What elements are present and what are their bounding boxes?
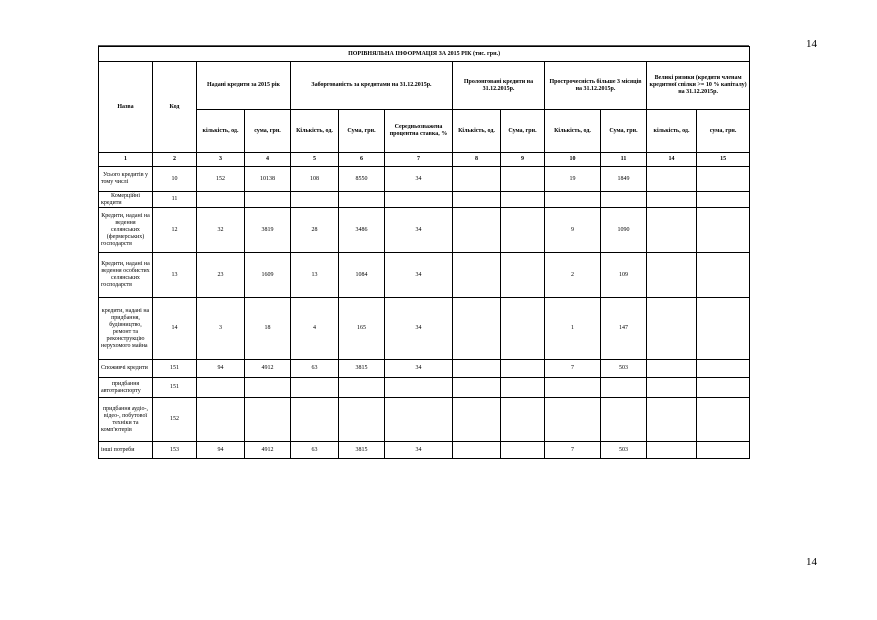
row-cell: 503 [601, 360, 647, 378]
table-row [99, 208, 750, 253]
row-cell: 4 [291, 298, 339, 360]
row-cell: 4912 [245, 442, 291, 459]
row-cell [453, 208, 501, 253]
row-cell [647, 398, 697, 442]
row-cell [647, 167, 697, 192]
header-overdue: Прострочесність більше 3 місяців на 31.12.2015р. [545, 62, 647, 110]
row-cell [501, 360, 545, 378]
row-cell: 13 [291, 253, 339, 298]
row-cell: 1090 [601, 208, 647, 253]
row-cell [697, 208, 750, 253]
header-row-2 [99, 110, 750, 153]
header-prolonged: Пролонговані кредити на 31.12.2015р. [453, 62, 545, 110]
row-cell [197, 398, 245, 442]
row-name: Кредити, надані на ведення особистих селянських господарств [99, 253, 153, 298]
row-cell [647, 298, 697, 360]
row-cell [601, 378, 647, 398]
header-large-risks: Великі ризики (кредити членам кредитної спілки >= 10 % капіталу) на 31.12.2015р. [647, 62, 750, 110]
row-cell [453, 298, 501, 360]
row-name: Усього кредитів у тому числі [99, 167, 153, 192]
row-cell: 34 [385, 298, 453, 360]
row-cell [647, 442, 697, 459]
row-cell [385, 378, 453, 398]
header-code: Код [153, 62, 197, 153]
row-code: 13 [153, 253, 197, 298]
row-cell: 10138 [245, 167, 291, 192]
row-cell [697, 298, 750, 360]
row-cell: 2 [545, 253, 601, 298]
row-cell: 9 [545, 208, 601, 253]
row-cell [647, 192, 697, 208]
row-cell [697, 378, 750, 398]
row-cell [647, 360, 697, 378]
column-number: 8 [453, 153, 501, 167]
column-number: 3 [197, 153, 245, 167]
table-row [99, 378, 750, 398]
subheader: кількість, од. [647, 110, 697, 153]
table-row [99, 192, 750, 208]
row-cell [601, 192, 647, 208]
row-cell: 3486 [339, 208, 385, 253]
row-cell [501, 442, 545, 459]
row-cell [697, 192, 750, 208]
row-cell: 63 [291, 442, 339, 459]
row-cell [197, 192, 245, 208]
row-cell: 3 [197, 298, 245, 360]
row-code: 152 [153, 398, 197, 442]
row-cell [339, 192, 385, 208]
column-number: 10 [545, 153, 601, 167]
row-cell [453, 253, 501, 298]
subheader: кількість, од. [197, 110, 245, 153]
column-number: 1 [99, 153, 153, 167]
data-rows [99, 167, 750, 459]
row-code: 151 [153, 378, 197, 398]
row-code: 151 [153, 360, 197, 378]
row-cell: 32 [197, 208, 245, 253]
row-cell [453, 442, 501, 459]
row-cell: 18 [245, 298, 291, 360]
row-cell [339, 398, 385, 442]
row-cell: 34 [385, 442, 453, 459]
subheader: Кількість, од. [545, 110, 601, 153]
row-cell [385, 398, 453, 442]
row-name: придбання автотранспорту [99, 378, 153, 398]
row-code: 153 [153, 442, 197, 459]
subheader: сума, грн. [245, 110, 291, 153]
column-number: 14 [647, 153, 697, 167]
row-cell [197, 378, 245, 398]
row-cell: 8550 [339, 167, 385, 192]
row-code: 12 [153, 208, 197, 253]
row-cell [697, 253, 750, 298]
row-cell: 34 [385, 253, 453, 298]
row-cell [501, 208, 545, 253]
row-cell [453, 378, 501, 398]
column-number: 15 [697, 153, 750, 167]
table-row [99, 253, 750, 298]
subheader: Сума, грн. [339, 110, 385, 153]
row-cell [647, 208, 697, 253]
row-name: Комерційні кредити [99, 192, 153, 208]
column-number: 9 [501, 153, 545, 167]
row-code: 14 [153, 298, 197, 360]
row-cell: 63 [291, 360, 339, 378]
row-cell: 19 [545, 167, 601, 192]
subheader: сума, грн. [697, 110, 750, 153]
row-cell [697, 442, 750, 459]
row-cell [291, 192, 339, 208]
row-cell: 503 [601, 442, 647, 459]
table-row [99, 298, 750, 360]
row-name: Споживчі кредити [99, 360, 153, 378]
row-cell: 94 [197, 442, 245, 459]
column-number-row [99, 153, 750, 167]
row-name: кредити, надані на придбання, будівництво, ремонт та реконструкцію нерухомого майна [99, 298, 153, 360]
row-cell: 28 [291, 208, 339, 253]
row-cell: 1 [545, 298, 601, 360]
column-number: 4 [245, 153, 291, 167]
row-cell [501, 378, 545, 398]
row-cell: 1849 [601, 167, 647, 192]
column-number: 11 [601, 153, 647, 167]
header-debt: Заборгованість за кредитами на 31.12.2015р. [291, 62, 453, 110]
row-code: 11 [153, 192, 197, 208]
row-name: придбання аудіо-, відео-, побутової техніки та комп'ютерів [99, 398, 153, 442]
row-cell [697, 360, 750, 378]
row-cell: 152 [197, 167, 245, 192]
table-row [99, 398, 750, 442]
row-cell: 1609 [245, 253, 291, 298]
table-title: ПОРІВНЯЛЬНА ІНФОРМАЦІЯ ЗА 2015 РІК (тис. грн.) [99, 47, 750, 62]
subheader: Сума, грн. [501, 110, 545, 153]
row-cell [647, 253, 697, 298]
table-title-row [99, 47, 750, 62]
subheader: Кількість, од. [291, 110, 339, 153]
row-cell: 108 [291, 167, 339, 192]
row-cell: 34 [385, 360, 453, 378]
row-cell [501, 298, 545, 360]
row-cell: 94 [197, 360, 245, 378]
row-cell [453, 398, 501, 442]
comparative-info-table [98, 46, 750, 459]
row-cell: 165 [339, 298, 385, 360]
row-cell [245, 192, 291, 208]
row-cell [291, 398, 339, 442]
row-cell [501, 167, 545, 192]
header-name: Назва [99, 62, 153, 153]
row-cell [385, 192, 453, 208]
row-cell: 1084 [339, 253, 385, 298]
row-cell: 7 [545, 360, 601, 378]
column-number: 5 [291, 153, 339, 167]
row-cell: 109 [601, 253, 647, 298]
page-number-bottom: 14 [806, 556, 817, 568]
row-cell [453, 360, 501, 378]
row-cell [339, 378, 385, 398]
table-row [99, 442, 750, 459]
table-row [99, 167, 750, 192]
row-cell [501, 192, 545, 208]
row-cell [245, 398, 291, 442]
column-number: 2 [153, 153, 197, 167]
row-name: Кредити, надані на ведення селянських (фермерських) господарств [99, 208, 153, 253]
row-cell: 23 [197, 253, 245, 298]
row-cell: 34 [385, 167, 453, 192]
row-cell [501, 253, 545, 298]
row-cell [697, 167, 750, 192]
row-cell: 4912 [245, 360, 291, 378]
row-cell: 3815 [339, 360, 385, 378]
row-code: 10 [153, 167, 197, 192]
row-cell [545, 378, 601, 398]
header-row-1 [99, 62, 750, 110]
row-cell [647, 378, 697, 398]
row-cell [245, 378, 291, 398]
column-number: 6 [339, 153, 385, 167]
row-cell: 3815 [339, 442, 385, 459]
row-cell: 3819 [245, 208, 291, 253]
row-cell [501, 398, 545, 442]
table-row [99, 360, 750, 378]
row-name: інші потреби [99, 442, 153, 459]
row-cell [697, 398, 750, 442]
row-cell [545, 398, 601, 442]
subheader: Середньозважена процентна ставка, % [385, 110, 453, 153]
column-number: 7 [385, 153, 453, 167]
row-cell [291, 378, 339, 398]
row-cell: 147 [601, 298, 647, 360]
subheader: Кількість, од. [453, 110, 501, 153]
page-number-top: 14 [806, 38, 817, 50]
row-cell [453, 192, 501, 208]
row-cell: 34 [385, 208, 453, 253]
row-cell: 7 [545, 442, 601, 459]
row-cell [545, 192, 601, 208]
header-granted: Надані кредити за 2015 рік [197, 62, 291, 110]
subheader: Сума, грн. [601, 110, 647, 153]
row-cell [453, 167, 501, 192]
row-cell [601, 398, 647, 442]
